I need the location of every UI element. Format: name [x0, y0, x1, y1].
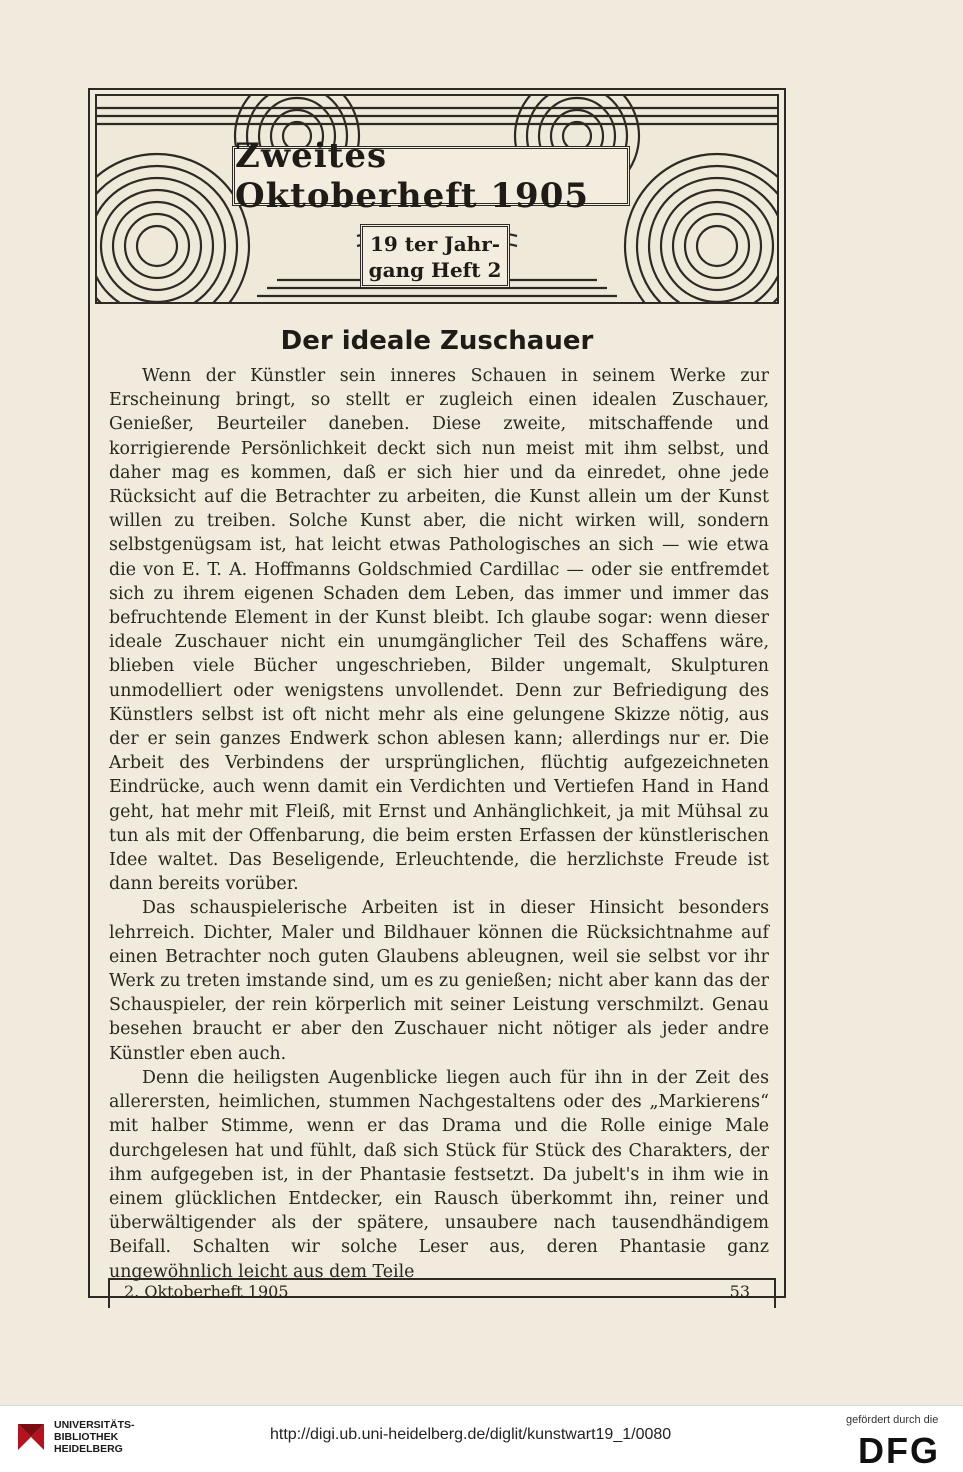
- volume-line-1: 19 ter Jahr-: [369, 232, 501, 256]
- library-line-2: BIBLIOTHEK: [54, 1431, 119, 1443]
- paragraph-1: Wenn der Künstler sein inneres Schauen in seinem Werke zur Erscheinung bringt, so stellt er zugleich einen idealen Zuschauer, Genießer, Beurteiler daneben. Diese zweite, mitschaffende und korrigierende Persönlichkeit deckt sich nun meist mit ihm selbst, und daher mag es kommen, daß er sich hier und da einredet, ohne jede Rücksicht auf die Betrachter zu arbeiten, die Kunst allein um der Kunst willen zu treiben. Solche Kunst aber, die nicht wirken will, sondern selbstgenügsam ist, hat leicht etwas Pathologisches an sich — wie etwa die von E. T. A. Hoffmanns Goldschmied Cardillac — oder sie entfremdet sich zu ihrem eigenen Schaden dem Leben, das immer und immer das befruchtende Element in der Kunst bleibt. Ich glaube sogar: wenn dieser ideale Zuschauer nicht ein unumgänglicher Teil des Schaffens wäre, blieben viele Bücher ungeschrieben, Bilder ungemalt, Skulpturen unmodelliert oder wenigstens unvollendet. Denn zur Befriedigung des Künstlers selbst ist oft nicht mehr als eine gelungene Skizze nötig, aus der er sein ganzes Endwerk schon ablesen kann; allerdings nur er. Die Arbeit des Verbindens der ursprünglichen, flüchtig aufgezeichneten Eindrücke, auch wenn damit ein Verdichten und Vertiefen Hand in Hand geht, hat mehr mit Fleiß, mit Ernst und Anhänglichkeit, ja mit Mühsal zu tun als mit der Offenbarung, die beim ersten Erfassen der künstlerischen Idee waltet. Das Beseligende, Erleuchtende, die herzlichste Freude ist dann bereits vorüber.: [109, 366, 769, 895]
- volume-line-2: gang Heft 2: [368, 258, 502, 282]
- permalink-url[interactable]: http://digi.ub.uni-heidelberg.de/diglit/kunstwart19_1/0080: [270, 1426, 672, 1443]
- footer-issue: 2. Oktoberheft 1905: [124, 1282, 289, 1301]
- article-title: Der ideale Zuschauer: [280, 326, 594, 356]
- page-footer: [108, 1280, 776, 1308]
- volume-label: [360, 224, 510, 288]
- article-body: [109, 364, 769, 1284]
- paragraph-2: Das schauspielerische Arbeiten ist in dieser Hinsicht besonders lehrreich. Dichter, Maler und Bildhauer können die Rücksichtnahme auf einen Betrachter noch guten Glaubens ableugnen, weil sie selbst vor ihr Werk zu treten imstande sind, um es zu genießen; nicht aber kann das der Schauspieler, der rein körperlich mit seiner Leistung verschmilzt. Genau besehen braucht er aber den Zuschauer nicht nötiger als jeder andre Künstler eben auch.: [109, 898, 769, 1064]
- dfg-logo[interactable]: DFG: [858, 1430, 940, 1471]
- library-line-3: HEIDELBERG: [54, 1443, 123, 1455]
- viewer-footer-bar: [0, 1405, 963, 1472]
- library-line-1: UNIVERSITÄTS-: [54, 1419, 135, 1431]
- funding-note: gefördert durch die: [846, 1414, 939, 1426]
- paragraph-3: Denn die heiligsten Augenblicke liegen auch für ihn in der Zeit des allerersten, heimlichen, stummen Nachgestaltens oder des „Markierens“ mit halber Stimme, wenn er das Drama und die Rolle einige Male durchgelesen hat und fühlt, daß sich Stück für Stück des Charakters, der ihm aufgegeben ist, in der Phantasie festsetzt. Da jubelt's in ihm wie in einem glücklichen Entdecker, ein Rausch überkommt ihn, reiner und überwältigender als der spätere, unsaubere nach tausendhändigem Beifall. Schalten wir solche Leser aus, deren Phantasie ganz ungewöhnlich leicht aus dem Teile: [109, 1067, 769, 1282]
- library-logo-icon[interactable]: [14, 1420, 48, 1454]
- page-number: 53: [729, 1282, 750, 1301]
- issue-title: Zweites Oktoberheft 1905: [232, 146, 630, 206]
- library-name[interactable]: [54, 1419, 135, 1455]
